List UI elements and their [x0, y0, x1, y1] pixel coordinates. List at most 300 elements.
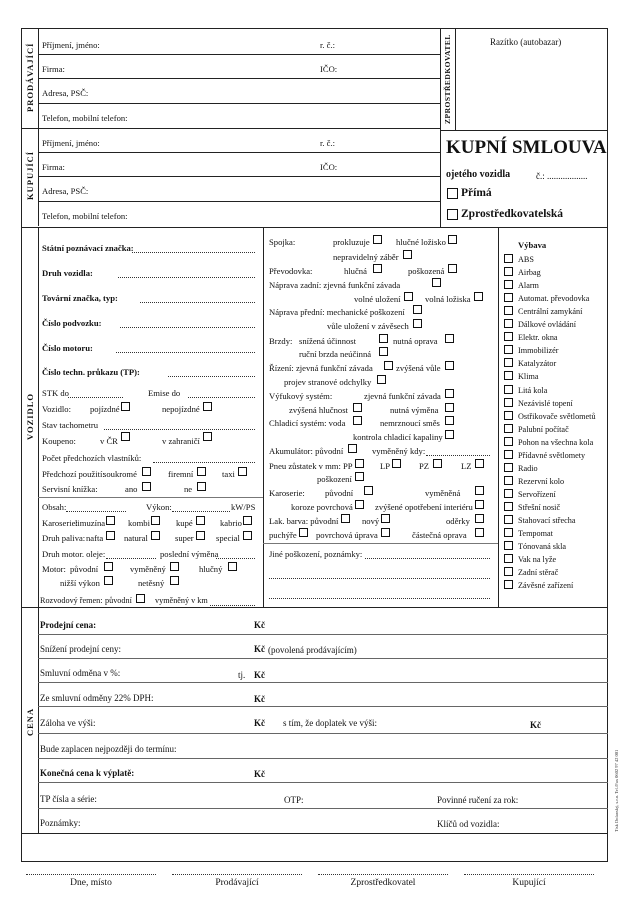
opotrebeni-checkbox[interactable] [475, 500, 484, 509]
vykon-label: Výkon: [146, 502, 172, 512]
printer-note: Tisk Dolanský, s.r.o. Tel./Fax 0602 97 42 001 [614, 749, 619, 832]
engine-number-label: Číslo motoru: [42, 343, 93, 353]
equipment-checkbox[interactable] [504, 293, 513, 302]
equipment-item-label: Palubní počítač [518, 424, 569, 434]
equipment-checkbox[interactable] [504, 385, 513, 394]
volna-loziska-label: volná ložiska [425, 294, 471, 304]
intermediary-label: ZPROSTŘEDKOVATEL [443, 34, 452, 124]
equipment-checkbox[interactable] [504, 450, 513, 459]
buyer-phone-label: Telefon, mobilní telefon: [42, 211, 128, 221]
equipment-item-label: Stahovací střecha [518, 516, 576, 525]
kapaliny-checkbox[interactable] [445, 430, 454, 439]
motor-puvodni-checkbox[interactable] [104, 562, 113, 571]
povrchova-label: povrchová úprava [316, 530, 378, 540]
ano-label: ano [125, 484, 138, 494]
signature-seller-label: Prodávající [215, 878, 259, 888]
direct-checkbox[interactable] [447, 188, 458, 199]
akum-line [426, 455, 490, 456]
special-checkbox[interactable] [243, 531, 252, 540]
equipment-item-label: Vak na lyže [518, 555, 557, 565]
buyer-ico-label: IČO: [320, 162, 338, 172]
vule-checkbox[interactable] [413, 319, 422, 328]
remen-label: Rozvodový řemen: [40, 596, 103, 605]
obsah-line [66, 511, 126, 512]
equipment-item-label: Přídavné světlomety [518, 450, 586, 460]
seller-line-1 [38, 54, 440, 55]
owners-label: Počet předchozích vlastníků: [42, 453, 142, 463]
poskozena-label: poškozená [408, 266, 445, 276]
akum-vymeneny-label: vyměněný kdy: [372, 446, 426, 456]
nepojizdne-checkbox[interactable] [203, 402, 212, 411]
signature-date-label: Dne, místo [70, 878, 112, 888]
dph-label: Ze smluvní odměny 22% DPH: [40, 693, 154, 703]
snizena-label: snížená účinnost [299, 336, 357, 346]
oderky-checkbox[interactable] [475, 514, 484, 523]
seller-rc-label: r. č.: [320, 40, 336, 50]
pneu-pz-checkbox[interactable] [433, 459, 442, 468]
lak-puvodni-checkbox[interactable] [341, 514, 350, 523]
ne-label: ne [184, 484, 193, 494]
equipment-item-label: Nezávislé topení [518, 398, 573, 408]
taxi-label: taxi [222, 469, 235, 479]
equipment-checkbox[interactable] [504, 554, 513, 563]
equipment-item-label: Litá kola [518, 385, 548, 395]
konecna-kc: Kč [254, 769, 265, 779]
akumulator-checkbox[interactable] [348, 444, 357, 453]
make-line [140, 302, 255, 303]
kabrio-checkbox[interactable] [243, 516, 252, 525]
price-line-1 [38, 634, 608, 635]
price-line-3 [38, 682, 608, 683]
price-line-5 [38, 733, 608, 734]
puchyre-checkbox[interactable] [299, 528, 308, 537]
hlucnost-label: zvýšená hlučnost [289, 405, 348, 415]
motor-vymeneny-checkbox[interactable] [170, 562, 179, 571]
equipment-item-label: Dálkové ovládání [518, 320, 576, 330]
soukrome-checkbox[interactable] [142, 467, 151, 476]
povinne-label: Povinné ručení za rok: [437, 795, 519, 805]
oderky-label: oděrky [446, 516, 470, 526]
voda-checkbox[interactable] [353, 416, 362, 425]
jine-label: Jiné poškození, poznámky: [269, 549, 363, 559]
prev-use-label: Předchozí použití: [42, 469, 105, 479]
vykon-line [172, 511, 230, 512]
naprava-zadni-checkbox[interactable] [432, 278, 441, 287]
motor-puvodni-label: původní [70, 564, 99, 574]
signature-intermediary-label: Zprostředkovatel [350, 878, 416, 888]
equipment-item-label: Střešní nosič [518, 502, 561, 512]
price-line-6 [38, 758, 608, 759]
vyfuk-zavada-checkbox[interactable] [445, 389, 454, 398]
kabrio-label: kabrio [220, 518, 242, 528]
lak-label: Lak. barva: původní [269, 516, 339, 526]
equipment-item-label: Klima [518, 372, 539, 382]
chladici-label: Chladicí systém: voda [269, 418, 346, 428]
middle-sub-separator [263, 543, 498, 544]
equipment-checkbox[interactable] [504, 424, 513, 433]
netesny-label: netěsný [138, 578, 165, 588]
remen-puvodni-checkbox[interactable] [136, 594, 145, 603]
v-zahranici-checkbox[interactable] [203, 432, 212, 441]
buyer-line-3 [38, 201, 440, 202]
pneu-pp-checkbox[interactable] [355, 459, 364, 468]
soukrome-label: soukromé [103, 469, 137, 479]
konecna-label: Konečná cena k výplatě: [40, 768, 135, 778]
contract-title: KUPNÍ SMLOUVA [446, 137, 607, 158]
vyfuk-zavada-label: zjevná funkční závada [364, 391, 441, 401]
emise-line [188, 397, 255, 398]
vehicle-sub-separator [38, 497, 263, 498]
equipment-item-label: Servořízení [518, 489, 556, 499]
natural-checkbox[interactable] [151, 531, 160, 540]
akumulator-label: Akumulátor: původní [269, 446, 344, 456]
pneu-lz-label: LZ [461, 461, 472, 471]
kar-puvodni-checkbox[interactable] [364, 486, 373, 495]
hlucna-checkbox[interactable] [373, 264, 382, 273]
nutna-oprava-label: nutná oprava [393, 336, 438, 346]
nepojizdne-label: nepojízdné [162, 404, 200, 414]
buyer-name-label: Příjmení, jméno: [42, 138, 100, 148]
prodejni-label: Prodejní cena: [40, 620, 97, 630]
remen-line [210, 605, 255, 606]
buyer-rc-label: r. č.: [320, 138, 336, 148]
nemrznouci-checkbox[interactable] [445, 416, 454, 425]
projev-checkbox[interactable] [377, 375, 386, 384]
equipment-item-label: Automat. převodovka [518, 294, 590, 304]
remen-vymeneny-label: vyměněný v km [155, 596, 208, 605]
nutna-oprava-checkbox[interactable] [445, 334, 454, 343]
spojka-label: Spojka: [269, 237, 296, 247]
olej-line [106, 558, 156, 559]
seller-ico-label: IČO: [320, 64, 338, 74]
signature-line-date [26, 874, 156, 875]
buyer-label: KUPUJÍCÍ [25, 150, 35, 200]
castecna-label: částečná oprava [412, 530, 467, 540]
v-cr-checkbox[interactable] [121, 432, 130, 441]
povolena-label: (povolená prodávajícím) [268, 645, 357, 655]
equipment-checkbox[interactable] [504, 580, 513, 589]
equipment-item-label: Katalyzátor [518, 359, 557, 369]
kombi-checkbox[interactable] [151, 516, 160, 525]
taxi-checkbox[interactable] [238, 467, 247, 476]
naprava-predni-checkbox[interactable] [413, 305, 422, 314]
seller-line-2 [38, 78, 440, 79]
equipment-checkbox[interactable] [504, 280, 513, 289]
volne-ulozeni-label: volné uložení [354, 294, 401, 304]
equipment-item-label: ABS [518, 255, 534, 264]
limuzina-label: limuzína [75, 518, 106, 528]
kupe-label: kupé [176, 518, 193, 528]
prokluzuje-checkbox[interactable] [373, 235, 382, 244]
novy-label: nový [362, 516, 380, 526]
signature-buyer-label: Kupující [512, 878, 546, 888]
price-line-8 [38, 808, 608, 809]
equipment-checkbox[interactable] [504, 476, 513, 485]
equipment-item-label: Airbag [518, 268, 541, 278]
equipment-checkbox[interactable] [504, 411, 513, 420]
license-plate-label: Státní poznávací značka: [42, 243, 134, 253]
ne-checkbox[interactable] [197, 482, 206, 491]
nemrznouci-label: nemrznoucí směs [380, 418, 440, 428]
stk-line [68, 397, 123, 398]
equipment-checkbox[interactable] [504, 567, 513, 576]
snizeni-label: Snížení prodejní ceny: [40, 644, 121, 654]
equipment-checkbox[interactable] [504, 345, 513, 354]
vule-label: vůle uložení v závěsech [327, 321, 409, 331]
dph-kc: Kč [254, 694, 265, 704]
hlucnost-checkbox[interactable] [353, 403, 362, 412]
stk-label: STK do [42, 388, 69, 398]
nutna-vymena-label: nutná výměna [390, 405, 439, 415]
karoserie-label: Karoserie: [42, 518, 78, 528]
license-plate-line [132, 252, 255, 253]
zvysena-vule-checkbox[interactable] [445, 361, 454, 370]
contract-number-label: č.: .................. [536, 171, 588, 181]
novy-checkbox[interactable] [381, 514, 390, 523]
kar-vymenena-checkbox[interactable] [475, 486, 484, 495]
kapaliny-label: kontrola chladicí kapaliny [353, 432, 443, 442]
owners-line [153, 462, 255, 463]
seller-phone-label: Telefon, mobilní telefon: [42, 113, 128, 123]
tp-label: TP čísla a série: [40, 794, 97, 804]
intermediary-divider [440, 28, 441, 131]
equipment-item-label: Alarm [518, 281, 539, 291]
buyer-address-label: Adresa, PSČ: [42, 186, 89, 196]
special-label: special [216, 533, 240, 543]
snizena-checkbox[interactable] [379, 334, 388, 343]
prevodovka-label: Převodovka: [269, 266, 313, 276]
koroze-checkbox[interactable] [355, 500, 364, 509]
natural-label: natural [124, 533, 148, 543]
price-signature-separator [21, 833, 608, 834]
klice-label: Klíčů od vozidla: [437, 819, 500, 829]
palivo-label: Druh paliva: [42, 533, 86, 543]
brokered-checkbox[interactable] [447, 209, 458, 220]
seller-name-label: Příjmení, jméno: [42, 40, 100, 50]
kwps-label: kW/PS [231, 502, 256, 512]
tj-label: tj. [238, 670, 246, 680]
jine-line-1 [365, 558, 490, 559]
equipment-item-label: Tempomat [518, 529, 553, 539]
koroze-label: koroze povrchová [291, 502, 353, 512]
stamp-label: Razítko (autobazar) [490, 37, 562, 47]
equipment-checkbox[interactable] [504, 254, 513, 263]
nafta-checkbox[interactable] [106, 531, 115, 540]
otp-label: OTP: [284, 795, 304, 805]
price-line-7 [38, 782, 608, 783]
rucni-label: ruční brzda neúčinná [299, 349, 372, 359]
make-label: Tovární značka, typ: [42, 293, 118, 303]
doplatek-label: s tím, že doplatek ve výši: [283, 718, 377, 728]
castecna-checkbox[interactable] [475, 528, 484, 537]
equipment-checkbox[interactable] [504, 358, 513, 367]
jine-line-3 [269, 598, 490, 599]
v-zahranici-label: v zahraničí [162, 436, 200, 446]
equipment-checkbox[interactable] [504, 319, 513, 328]
nizsi-vykon-checkbox[interactable] [104, 576, 113, 585]
termin-label: Bude zaplacen nejpozději do termínu: [40, 744, 177, 754]
ano-checkbox[interactable] [142, 482, 151, 491]
chassis-number-label: Číslo podvozku: [42, 318, 102, 328]
firemni-checkbox[interactable] [197, 467, 206, 476]
pneu-label: Pneu zůstatek v mm: PP [269, 461, 353, 471]
contract-subtitle: ojetého vozidla [446, 169, 511, 180]
seller-line-3 [38, 103, 440, 104]
pneu-pz-label: PZ [419, 461, 430, 471]
buyer-line-1 [38, 152, 440, 153]
poskozena-checkbox[interactable] [448, 264, 457, 273]
obsah-label: Obsah: [42, 502, 67, 512]
hlucne-lozisko-label: hlučné ložisko [396, 237, 446, 247]
price-label-divider [38, 607, 39, 833]
equipment-checkbox[interactable] [504, 502, 513, 511]
jine-line-2 [269, 578, 490, 579]
volna-loziska-checkbox[interactable] [474, 292, 483, 301]
buyer-firm-label: Firma: [42, 162, 65, 172]
signature-line-seller [172, 874, 302, 875]
equipment-checkbox[interactable] [504, 332, 513, 341]
tacho-label: Stav tachometru [42, 420, 99, 430]
kupe-checkbox[interactable] [196, 516, 205, 525]
nutna-vymena-checkbox[interactable] [445, 403, 454, 412]
seller-buyer-separator [21, 128, 441, 129]
projev-label: projev stranové odchylky [284, 377, 372, 387]
brzdy-label: Brzdy: [269, 336, 293, 346]
equipment-item-label: Immobilizér [518, 346, 559, 356]
equipment-checkbox[interactable] [504, 267, 513, 276]
middle-karoserie-label: Karoserie: [269, 488, 305, 498]
nepravidelny-checkbox[interactable] [403, 250, 412, 259]
vehicle-label: VOZIDLO [25, 393, 35, 440]
equipment-checkbox[interactable] [504, 437, 513, 446]
engine-number-line [116, 352, 255, 353]
emise-label: Emise do [148, 388, 181, 398]
odmena-kc: Kč [254, 670, 265, 680]
signature-line-intermediary [318, 874, 448, 875]
kar-vymenena-label: vyměněná [425, 488, 461, 498]
puchyre-label: puchýře [269, 530, 297, 540]
rizeni-checkbox[interactable] [384, 361, 393, 370]
zaloha-kc: Kč [254, 718, 265, 728]
price-label: CENA [25, 707, 35, 736]
posledni-vymena-label: poslední výměna [160, 549, 219, 559]
pneu-poskozeni-label: poškození [317, 474, 352, 484]
vehicle-type-label: Druh vozidla: [42, 268, 93, 278]
motor-vymeneny-label: vyměněný [130, 564, 166, 574]
vehicle-type-line [118, 277, 255, 278]
firemni-label: firemní [168, 469, 194, 479]
equipment-item-label: Zadní stěrač [518, 568, 559, 578]
super-checkbox[interactable] [196, 531, 205, 540]
equipment-checkbox[interactable] [504, 541, 513, 550]
rizeni-label: Řízení: zjevná funkční závada [269, 363, 373, 373]
equipment-checkbox[interactable] [504, 489, 513, 498]
motor-label: Motor: [42, 564, 66, 574]
pneu-poskozeni-checkbox[interactable] [355, 472, 364, 481]
motor-hlucny-checkbox[interactable] [228, 562, 237, 571]
prodejni-kc: Kč [254, 620, 265, 630]
header-vehicle-separator [21, 227, 608, 228]
super-label: super [175, 533, 194, 543]
equipment-item-label: Elektr. okna [518, 333, 558, 343]
equipment-checkbox[interactable] [504, 463, 513, 472]
limuzina-checkbox[interactable] [106, 516, 115, 525]
equipment-item-label: Rezervní kolo [518, 476, 565, 486]
servis-label: Servisní knížka: [42, 484, 98, 494]
pneu-lz-checkbox[interactable] [475, 459, 484, 468]
naprava-predni-label: Náprava přední: mechanické poškození [269, 307, 405, 317]
vehicle-col-divider-2 [498, 227, 499, 607]
buyer-line-2 [38, 176, 440, 177]
equipment-item-label: Ostřikovače světlometů [518, 411, 596, 421]
poznamky-label: Poznámky: [40, 818, 81, 828]
equipment-item-label: Centrální zamykání [518, 307, 583, 317]
volne-ulozeni-checkbox[interactable] [404, 292, 413, 301]
tp-number-line [168, 376, 255, 377]
pojizdne-label: pojízdné [90, 404, 120, 414]
vyfuk-label: Výfukový systém: [269, 391, 333, 401]
vozidlo-label: Vozidlo: [42, 404, 71, 414]
price-line-2 [38, 658, 608, 659]
intermediary-label-divider [455, 28, 456, 131]
price-line-4 [38, 706, 608, 707]
equipment-checkbox[interactable] [504, 528, 513, 537]
signature-line-buyer [464, 874, 594, 875]
vehicle-label-divider [38, 227, 39, 607]
rucni-checkbox[interactable] [379, 347, 388, 356]
tp-number-label: Číslo techn. průkazu (TP): [42, 367, 140, 377]
equipment-checkbox[interactable] [504, 398, 513, 407]
kombi-label: kombi [128, 518, 150, 528]
chassis-number-line [120, 327, 255, 328]
equipment-item-label: Tónovaná skla [518, 542, 566, 552]
v-cr-label: v ČR [100, 436, 118, 446]
odmena-label: Smluvní odměna v %: [40, 668, 121, 678]
nepravidelny-label: nepravidelný záběr [333, 252, 399, 262]
equipment-checkbox[interactable] [504, 371, 513, 380]
pojizdne-checkbox[interactable] [121, 402, 130, 411]
seller-firm-label: Firma: [42, 64, 65, 74]
netesny-checkbox[interactable] [170, 576, 179, 585]
vehicle-price-separator [21, 607, 608, 608]
olej-label: Druh motor. oleje: [42, 549, 106, 559]
seller-address-label: Adresa, PSČ: [42, 88, 89, 98]
zaloha-label: Záloha ve výši: [40, 718, 96, 728]
brokered-label: Zprostředkovatelská [461, 208, 564, 220]
tacho-line [104, 429, 255, 430]
povrchova-checkbox[interactable] [381, 528, 390, 537]
buyer-label-divider [38, 128, 39, 226]
naprava-zadni-label: Náprava zadní: zjevná funkční závada [269, 280, 401, 290]
hlucne-lozisko-checkbox[interactable] [448, 235, 457, 244]
nafta-label: nafta [86, 533, 104, 543]
pneu-lp-label: LP [380, 461, 391, 471]
opotrebeni-label: zvýšené opotřebení interiéru [375, 502, 473, 512]
snizeni-kc: Kč [254, 644, 265, 654]
remen-puvodni-label: původní [105, 596, 132, 605]
doplatek-kc: Kč [530, 720, 541, 730]
motor-hlucny-label: hlučný [199, 564, 223, 574]
hlucna-label: hlučná [344, 266, 367, 276]
equipment-item-label: Radio [518, 463, 538, 473]
equipment-checkbox[interactable] [504, 306, 513, 315]
equipment-item-label: Závěsné zařízení [518, 581, 574, 591]
pneu-lp-checkbox[interactable] [392, 459, 401, 468]
equipment-item-label: Pohon na všechna kola [518, 437, 594, 447]
nizsi-vykon-label: nižší výkon [60, 578, 100, 588]
vehicle-col-divider-1 [263, 227, 264, 607]
equipment-checkbox[interactable] [504, 515, 513, 524]
